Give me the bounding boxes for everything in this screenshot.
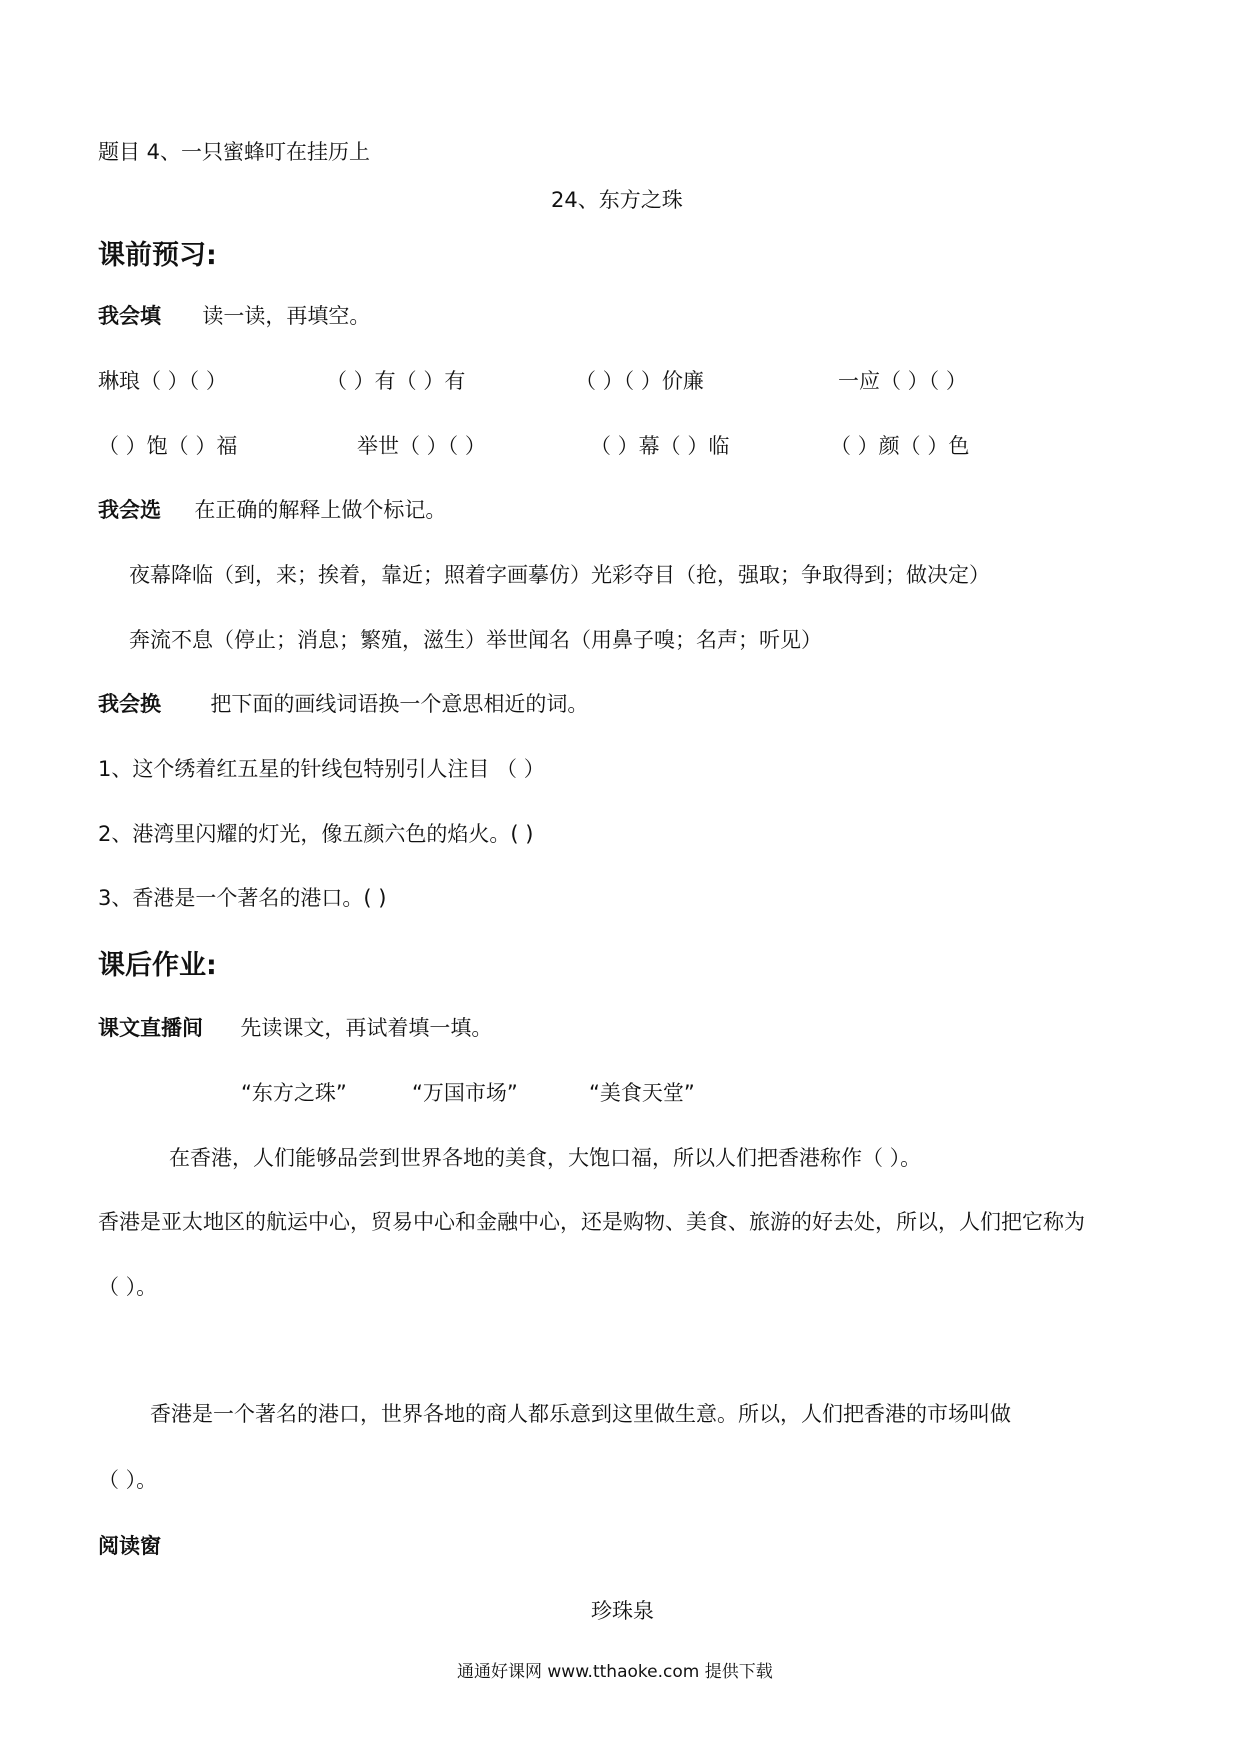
choose-line-1: 夜幕降临（到，来；挨着，靠近；照着字画摹仿）光彩夺目（抢，强取；争取得到；做决定） (129, 563, 990, 587)
reading-title: 珍珠泉 (591, 1599, 654, 1623)
fill-section (98, 302, 370, 330)
fill-row-1-item-2: （ ）有（ ）有 (326, 369, 466, 393)
footer-text: 通通好课网 www.tthaoke.com 提供下载 (457, 1662, 773, 1682)
replace-section (98, 690, 588, 718)
replace-label: 我会换 (98, 692, 161, 716)
fill-label: 我会填 (98, 304, 161, 328)
broadcast-label: 课文直播间 (98, 1016, 203, 1040)
fill-row-2-item-4: （ ）颜（ ）色 (830, 434, 970, 458)
paragraph-1-line-3: （ ）。 (98, 1275, 158, 1299)
choose-label: 我会选 (98, 498, 161, 522)
paragraph-2-line-1: 香港是一个著名的港口，世界各地的商人都乐意到这里做生意。所以，人们把香港的市场叫做 (150, 1402, 1011, 1426)
paragraph-1-line-2: 香港是亚太地区的航运中心，贸易中心和金融中心，还是购物、美食、旅游的好去处，所以，人们把它称为 (98, 1210, 1085, 1234)
paragraph-1-line-1: 在香港，人们能够品尝到世界各地的美食，大饱口福，所以人们把香港称作（ ）。 (169, 1146, 922, 1170)
choose-section (98, 496, 446, 524)
fill-row-1-item-1: 琳琅（ ）（ ） (98, 369, 227, 393)
fill-row-2-item-3: （ ）幕（ ）临 (590, 434, 730, 458)
fill-instruction: 读一读，再填空。 (202, 304, 371, 328)
replace-item-1: 1、这个绣着红五星的针线包特别引人注目 （ ） (98, 757, 545, 781)
preview-heading: 课前预习: (98, 240, 217, 271)
replace-item-3: 3、香港是一个著名的港口。( ) (98, 886, 387, 910)
option-3: “美食天堂” (589, 1081, 695, 1105)
homework-heading: 课后作业: (98, 950, 217, 981)
lesson-title: 24、东方之珠 (551, 188, 683, 212)
fill-row-1-item-3: （ ）（ ）价廉 (575, 369, 704, 393)
replace-item-2: 2、港湾里闪耀的灯光，像五颜六色的焰火。( ) (98, 822, 534, 846)
choose-line-2: 奔流不息（停止；消息；繁殖，滋生）举世闻名（用鼻子嗅；名声；听见） (129, 628, 822, 652)
fill-row-1-item-4: 一应（ ）（ ） (838, 369, 967, 393)
fill-row-2-item-2: 举世（ ）（ ） (357, 434, 486, 458)
option-1: “东方之珠” (241, 1081, 347, 1105)
broadcast-instruction: 先读课文，再试着填一填。 (240, 1016, 493, 1040)
paragraph-2-line-2: （ ）。 (98, 1468, 158, 1492)
replace-instruction: 把下面的画线词语换一个意思相近的词。 (210, 692, 589, 716)
option-2: “万国市场” (412, 1081, 518, 1105)
reading-label: 阅读窗 (98, 1534, 161, 1558)
fill-row-2-item-1: （ ）饱（ ）福 (98, 434, 238, 458)
broadcast-section (98, 1014, 492, 1042)
choose-instruction: 在正确的解释上做个标记。 (194, 498, 447, 522)
topic-line: 题目 4、一只蜜蜂叮在挂历上 (98, 140, 371, 164)
